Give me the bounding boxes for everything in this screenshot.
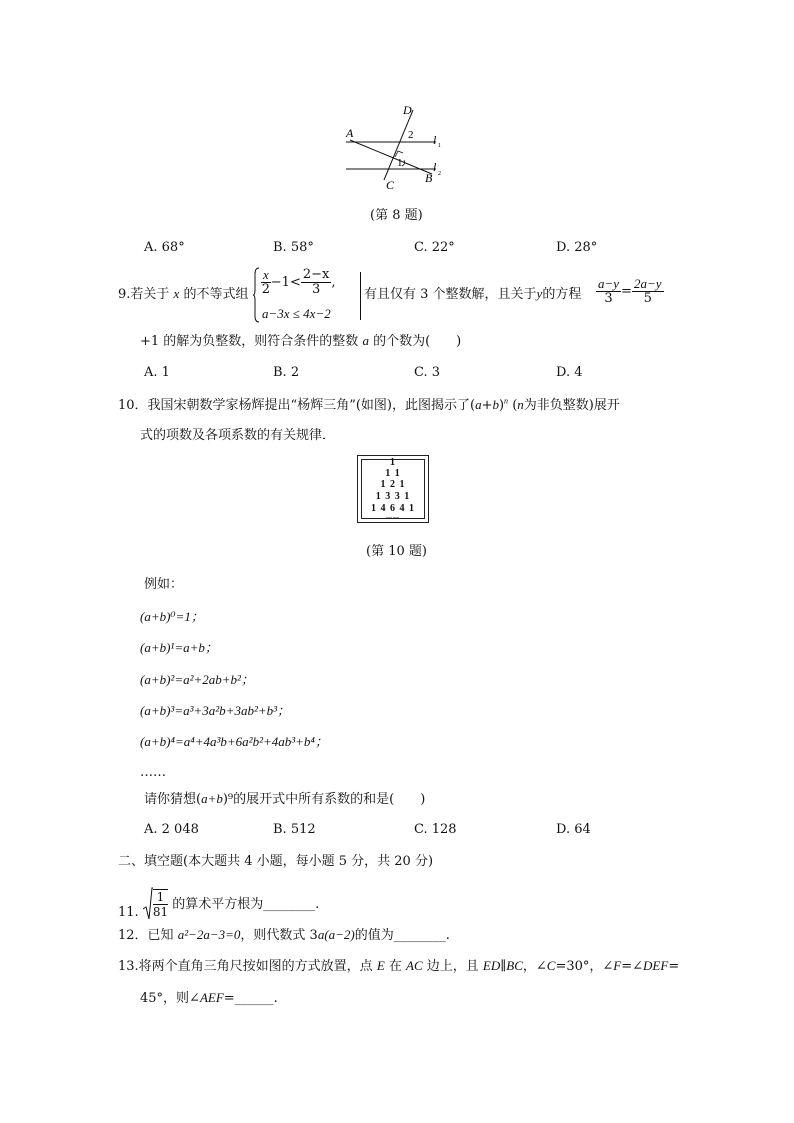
q10-example-0: (a+b)⁰=1； bbox=[140, 609, 204, 624]
q9-prefix: 9.若关于 bbox=[118, 287, 170, 302]
sqrt-sign-icon bbox=[143, 887, 153, 921]
q9-right-bar bbox=[360, 272, 361, 320]
figure-8-caption: (第 8 题) bbox=[370, 208, 423, 223]
q9-eq-frac1: $\frac{a-y}{3}$ bbox=[598, 276, 620, 306]
q9-equation: $\frac{a-y}{3}$ = $\frac{2a-y}{5}$ bbox=[598, 276, 662, 306]
q10-example-label: 例如： bbox=[144, 577, 184, 592]
q9-eq-frac2: $\frac{2a-y}{5}$ bbox=[633, 276, 662, 306]
q13-line1: 13.将两个直角三角尺按如图的方式放置，点 E 在 AC 边上，且 ED∥BC，∠C=30°，∠F=∠DEF= bbox=[118, 958, 680, 974]
label-l1-sub: 1 bbox=[438, 143, 441, 149]
q10-option-a: A. 2 048 bbox=[144, 822, 199, 837]
left-brace bbox=[253, 266, 261, 324]
figure-10-caption: (第 10 题) bbox=[366, 544, 427, 559]
q9-option-d: D. 4 bbox=[556, 365, 583, 380]
label-C: C bbox=[386, 178, 395, 192]
q9-option-b: B. 2 bbox=[273, 365, 300, 380]
q9-system-row1: $\frac{x}{2}$ −1< $\frac{2-x}{3}$ , bbox=[261, 267, 336, 297]
q10-line1: 10．我国宋朝数学家杨辉提出“杨辉三角”(如图)，此图揭示了$(a+b)^n$ (n为非负整数)展开 bbox=[118, 396, 620, 413]
q9-system-row2: a−3x ≤ 4x−2 bbox=[262, 306, 331, 321]
q10-ellipsis: …… bbox=[140, 765, 166, 780]
q9-line2: +1 的解为负整数，则符合条件的整数 a 的个数为( ) bbox=[140, 333, 462, 349]
q9-inequality-system bbox=[253, 266, 363, 324]
q8-option-d: D. 28° bbox=[556, 240, 598, 255]
q10-question: 请你猜想(a+b)⁹的展开式中所有系数的和是( ) bbox=[144, 791, 426, 807]
q9-frac-2mx-3: $\frac{2-x}{3}$ bbox=[302, 267, 330, 297]
q8-option-b: B. 58° bbox=[273, 240, 314, 255]
q9-frac-x-2: $\frac{x}{2}$ bbox=[261, 267, 271, 297]
label-D: D bbox=[403, 103, 412, 117]
pascal-row-2: 1 2 1 bbox=[380, 479, 406, 490]
label-A: A bbox=[346, 126, 354, 140]
q10-option-c: C. 128 bbox=[414, 822, 457, 837]
q10-example-3: (a+b)³=a³+3a²b+3ab²+b³； bbox=[140, 703, 291, 718]
figure-8 bbox=[340, 100, 450, 195]
pascal-row-dots: …… bbox=[386, 514, 400, 520]
q8-option-c: C. 22° bbox=[414, 240, 455, 255]
q9-option-c: C. 3 bbox=[414, 365, 441, 380]
q10-example-2: (a+b)²=a²+2ab+b²； bbox=[140, 672, 254, 687]
pascal-row-4: 1 4 6 4 1 bbox=[371, 503, 415, 514]
q10-line2: 式的项数及各项系数的有关规律． bbox=[140, 428, 336, 443]
q11-sqrt: $\frac{1}{81}$ bbox=[143, 887, 168, 921]
q9-option-a: A. 1 bbox=[144, 365, 170, 380]
pascal-triangle-figure bbox=[357, 455, 429, 523]
q10-option-d: D. 64 bbox=[556, 822, 591, 837]
q10-option-b: B. 512 bbox=[273, 822, 316, 837]
q9-var-x: x bbox=[173, 286, 180, 301]
q9-mid: 的不等式组 bbox=[183, 287, 249, 302]
section-2-heading: 二、填空题(本大题共 4 小题，每小题 5 分，共 20 分) bbox=[118, 854, 434, 869]
label-1: 1 bbox=[397, 157, 403, 169]
label-l1: l bbox=[433, 133, 437, 147]
q12: 12．已知 a²−2a−3=0，则代数式 3a(a−2)的值为________. bbox=[118, 927, 450, 943]
label-2: 2 bbox=[408, 129, 414, 141]
pascal-row-3: 1 3 3 1 bbox=[375, 491, 411, 502]
q9-line1-after: 有且仅有 3 个整数解，且关于y的方程 bbox=[364, 286, 582, 302]
pascal-row-0: 1 bbox=[390, 457, 396, 468]
q9-var-y: y bbox=[536, 286, 543, 301]
q11: 11. $\frac{1}{81}$ 的算术平方根为________. bbox=[118, 887, 319, 921]
q9-line1 bbox=[118, 286, 248, 303]
label-B: B bbox=[425, 171, 433, 185]
pascal-row-1: 1 1 bbox=[385, 468, 401, 479]
label-l2-sub: 2 bbox=[438, 171, 441, 177]
q10-example-1: (a+b)¹=a+b； bbox=[140, 640, 218, 655]
q8-option-a: A. 68° bbox=[144, 240, 185, 255]
label-l2: l bbox=[433, 160, 437, 174]
q10-example-4: (a+b)⁴=a⁴+4a³b+6a²b²+4ab³+b⁴； bbox=[140, 734, 328, 749]
q13-line2: 45°，则∠AEF=______. bbox=[140, 990, 278, 1006]
